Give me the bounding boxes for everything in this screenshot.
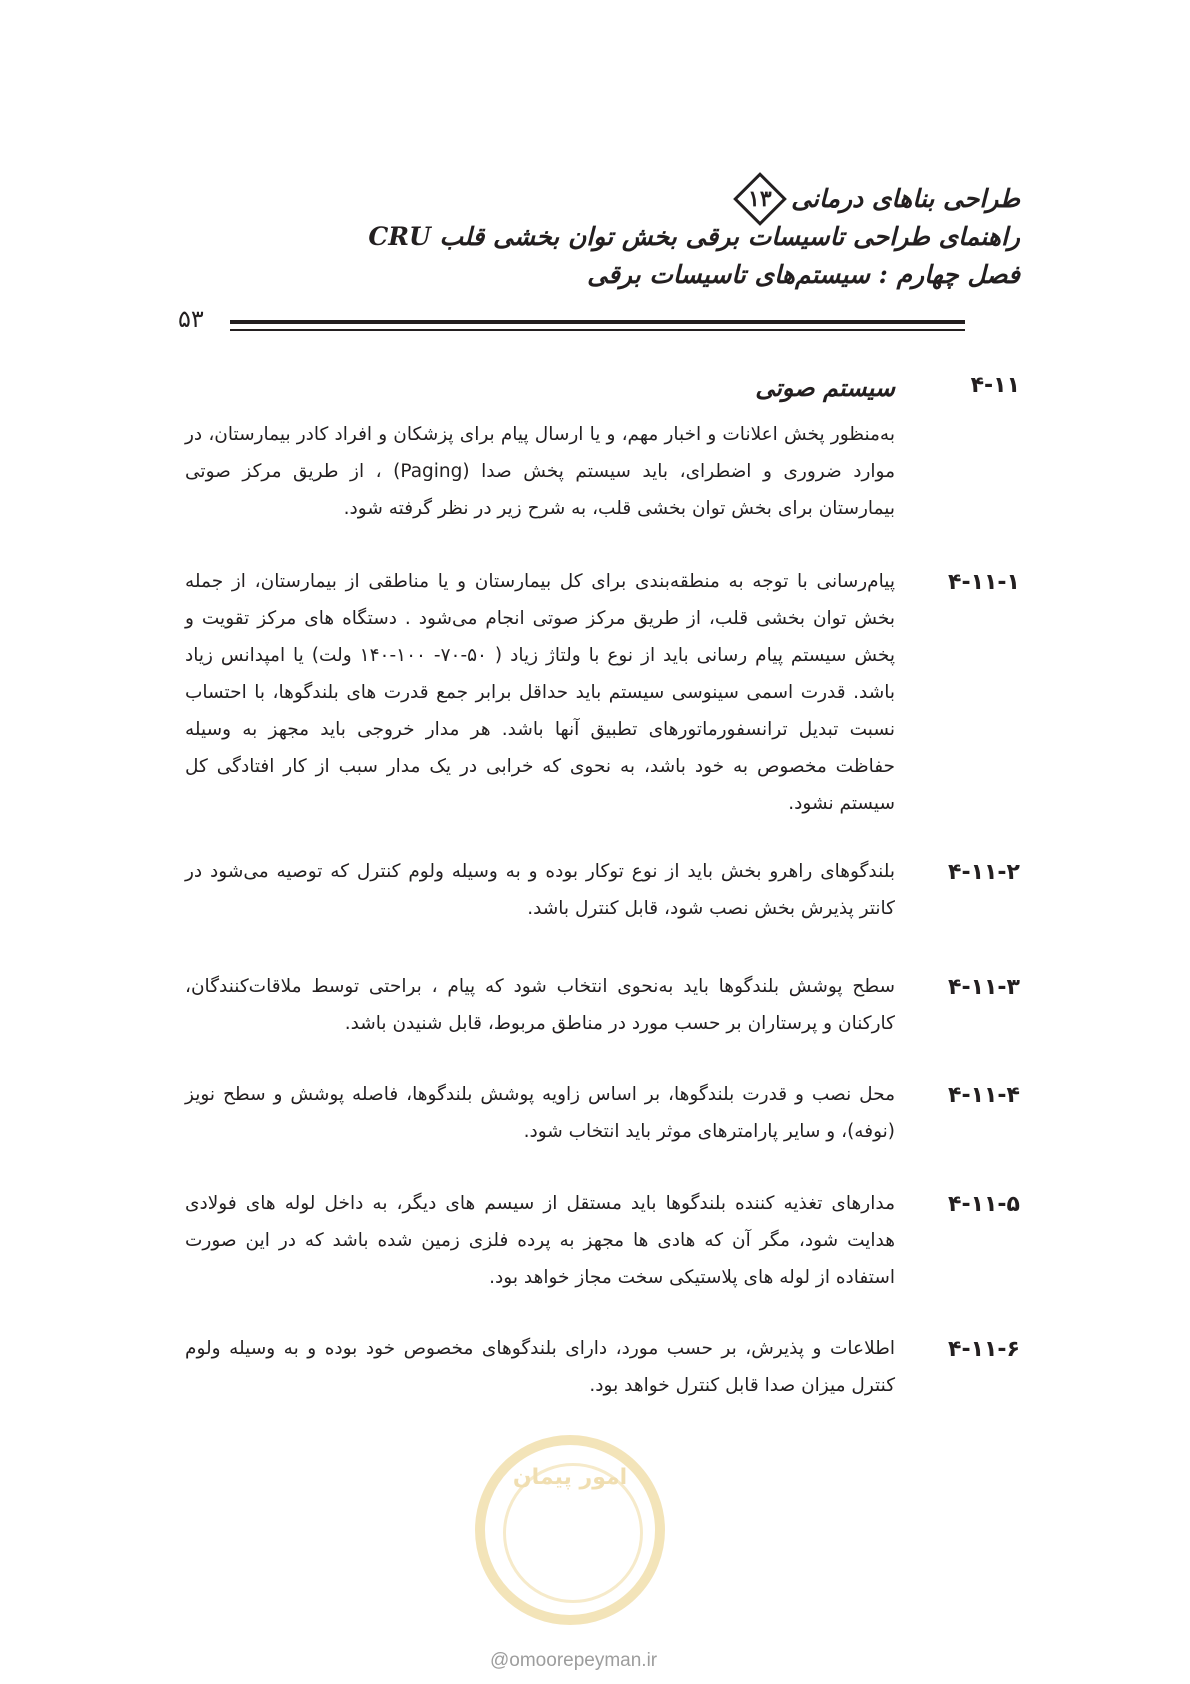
watermark-url: @omoorepeyman.ir	[490, 1650, 658, 1671]
item-number: ۴-۱۱-۶	[948, 1337, 1020, 1362]
section-intro: به‌منظور پخش اعلانات و اخبار مهم، و یا ارسال پیام برای پزشکان و افراد کادر بیمارستان، در موارد ضروری و اضطرای، باید سیستم پخش صدا (Paging) ، از طریق مرکز صوتی بیمارستان برای بخش توان بخشی قلب، به شرح زیر در نظر گرفته شود.	[185, 424, 895, 519]
item-text: اطلاعات و پذیرش، بر حسب مورد، دارای بلندگوهای مخصوص خود بوده و به وسیله ولوم کنترل میزان صدا قابل کنترل خواهد بود.	[185, 1338, 895, 1396]
watermark-logo-text: امور پیمان	[512, 1465, 628, 1490]
item-text: محل نصب و قدرت بلندگوها، بر اساس زاویه پوشش بلندگوها، فاصله پوشش و سطح نویز (نوفه)، و سایر پارامترهای موثر باید انتخاب شود.	[185, 1084, 895, 1142]
chapter-badge-number: ۱۳	[748, 186, 772, 213]
header-title: طراحی بناهای درمانی	[791, 184, 1020, 213]
watermark-logo	[475, 1435, 665, 1625]
item-number: ۴-۱۱-۲	[948, 860, 1020, 885]
section-title: سیستم صوتی	[755, 373, 895, 402]
item-text: بلندگوهای راهرو بخش باید از نوع توکار بوده و به وسیله ولوم کنترل که توصیه می‌شود در کانتر پذیرش بخش نصب شود، قابل کنترل باشد.	[185, 861, 895, 919]
item-text: پیام‌رسانی با توجه به منطقه‌بندی برای کل بیمارستان و یا مناطقی از بیمارستان، از جمله بخش توان بخشی قلب، از طریق مرکز صوتی انجام می‌شود . دستگاه های مرکز تقویت و پخش سیستم پیام رسانی باید از نوع با ولتاژ زیاد ( ۵۰-۷۰- ۱۰۰-۱۴۰ ولت) یا امپدانس زیاد باشد. قدرت اسمی سینوسی سیستم باید حداقل برابر جمع قدرت های بلندگوها، با احتساب نسبت تبدیل ترانسفورماتورهای تطبیق آنها باشد. هر مدار خروجی باید مجهز به وسیله حفاظت مخصوص به خود باشد، به نحوی که خرابی در یک مدار سبب از کار افتادگی کل سیستم نشود.	[185, 571, 895, 814]
header-line-3: فصل چهارم : سیستم‌های تاسیسات برقی	[587, 260, 1020, 289]
item-text: مدارهای تغذیه کننده بلندگوها باید مستقل از سیسم های دیگر، به داخل لوله های فولادی هدایت شود، مگر آن که هادی ها مجهز به پرده فلزی زمین شده باشد که در این صورت استفاده از لوله های پلاستیکی سخت مجاز خواهد بود.	[185, 1193, 895, 1288]
item-number: ۴-۱۱-۱	[948, 570, 1020, 595]
header-rule-thick	[230, 320, 965, 324]
item-text: سطح پوشش بلندگوها باید به‌نحوی انتخاب شود که پیام ، براحتی توسط ملاقات‌کنندگان، کارکنان و پرستاران بر حسب مورد در مناطق مربوط، قابل شنیدن باشد.	[185, 976, 895, 1034]
header-line-1	[320, 180, 1020, 218]
item-number: ۴-۱۱-۳	[948, 975, 1020, 1000]
section-number: ۴-۱۱	[970, 373, 1020, 398]
item-number: ۴-۱۱-۵	[948, 1192, 1020, 1217]
header-line-2: راهنمای طراحی تاسیسات برقی بخش توان بخشی قلب CRU	[368, 222, 1020, 251]
running-header	[320, 180, 1020, 294]
header-rule-thin	[230, 329, 965, 331]
item-number: ۴-۱۱-۴	[948, 1083, 1020, 1108]
page-number: ۵۳	[178, 305, 204, 333]
